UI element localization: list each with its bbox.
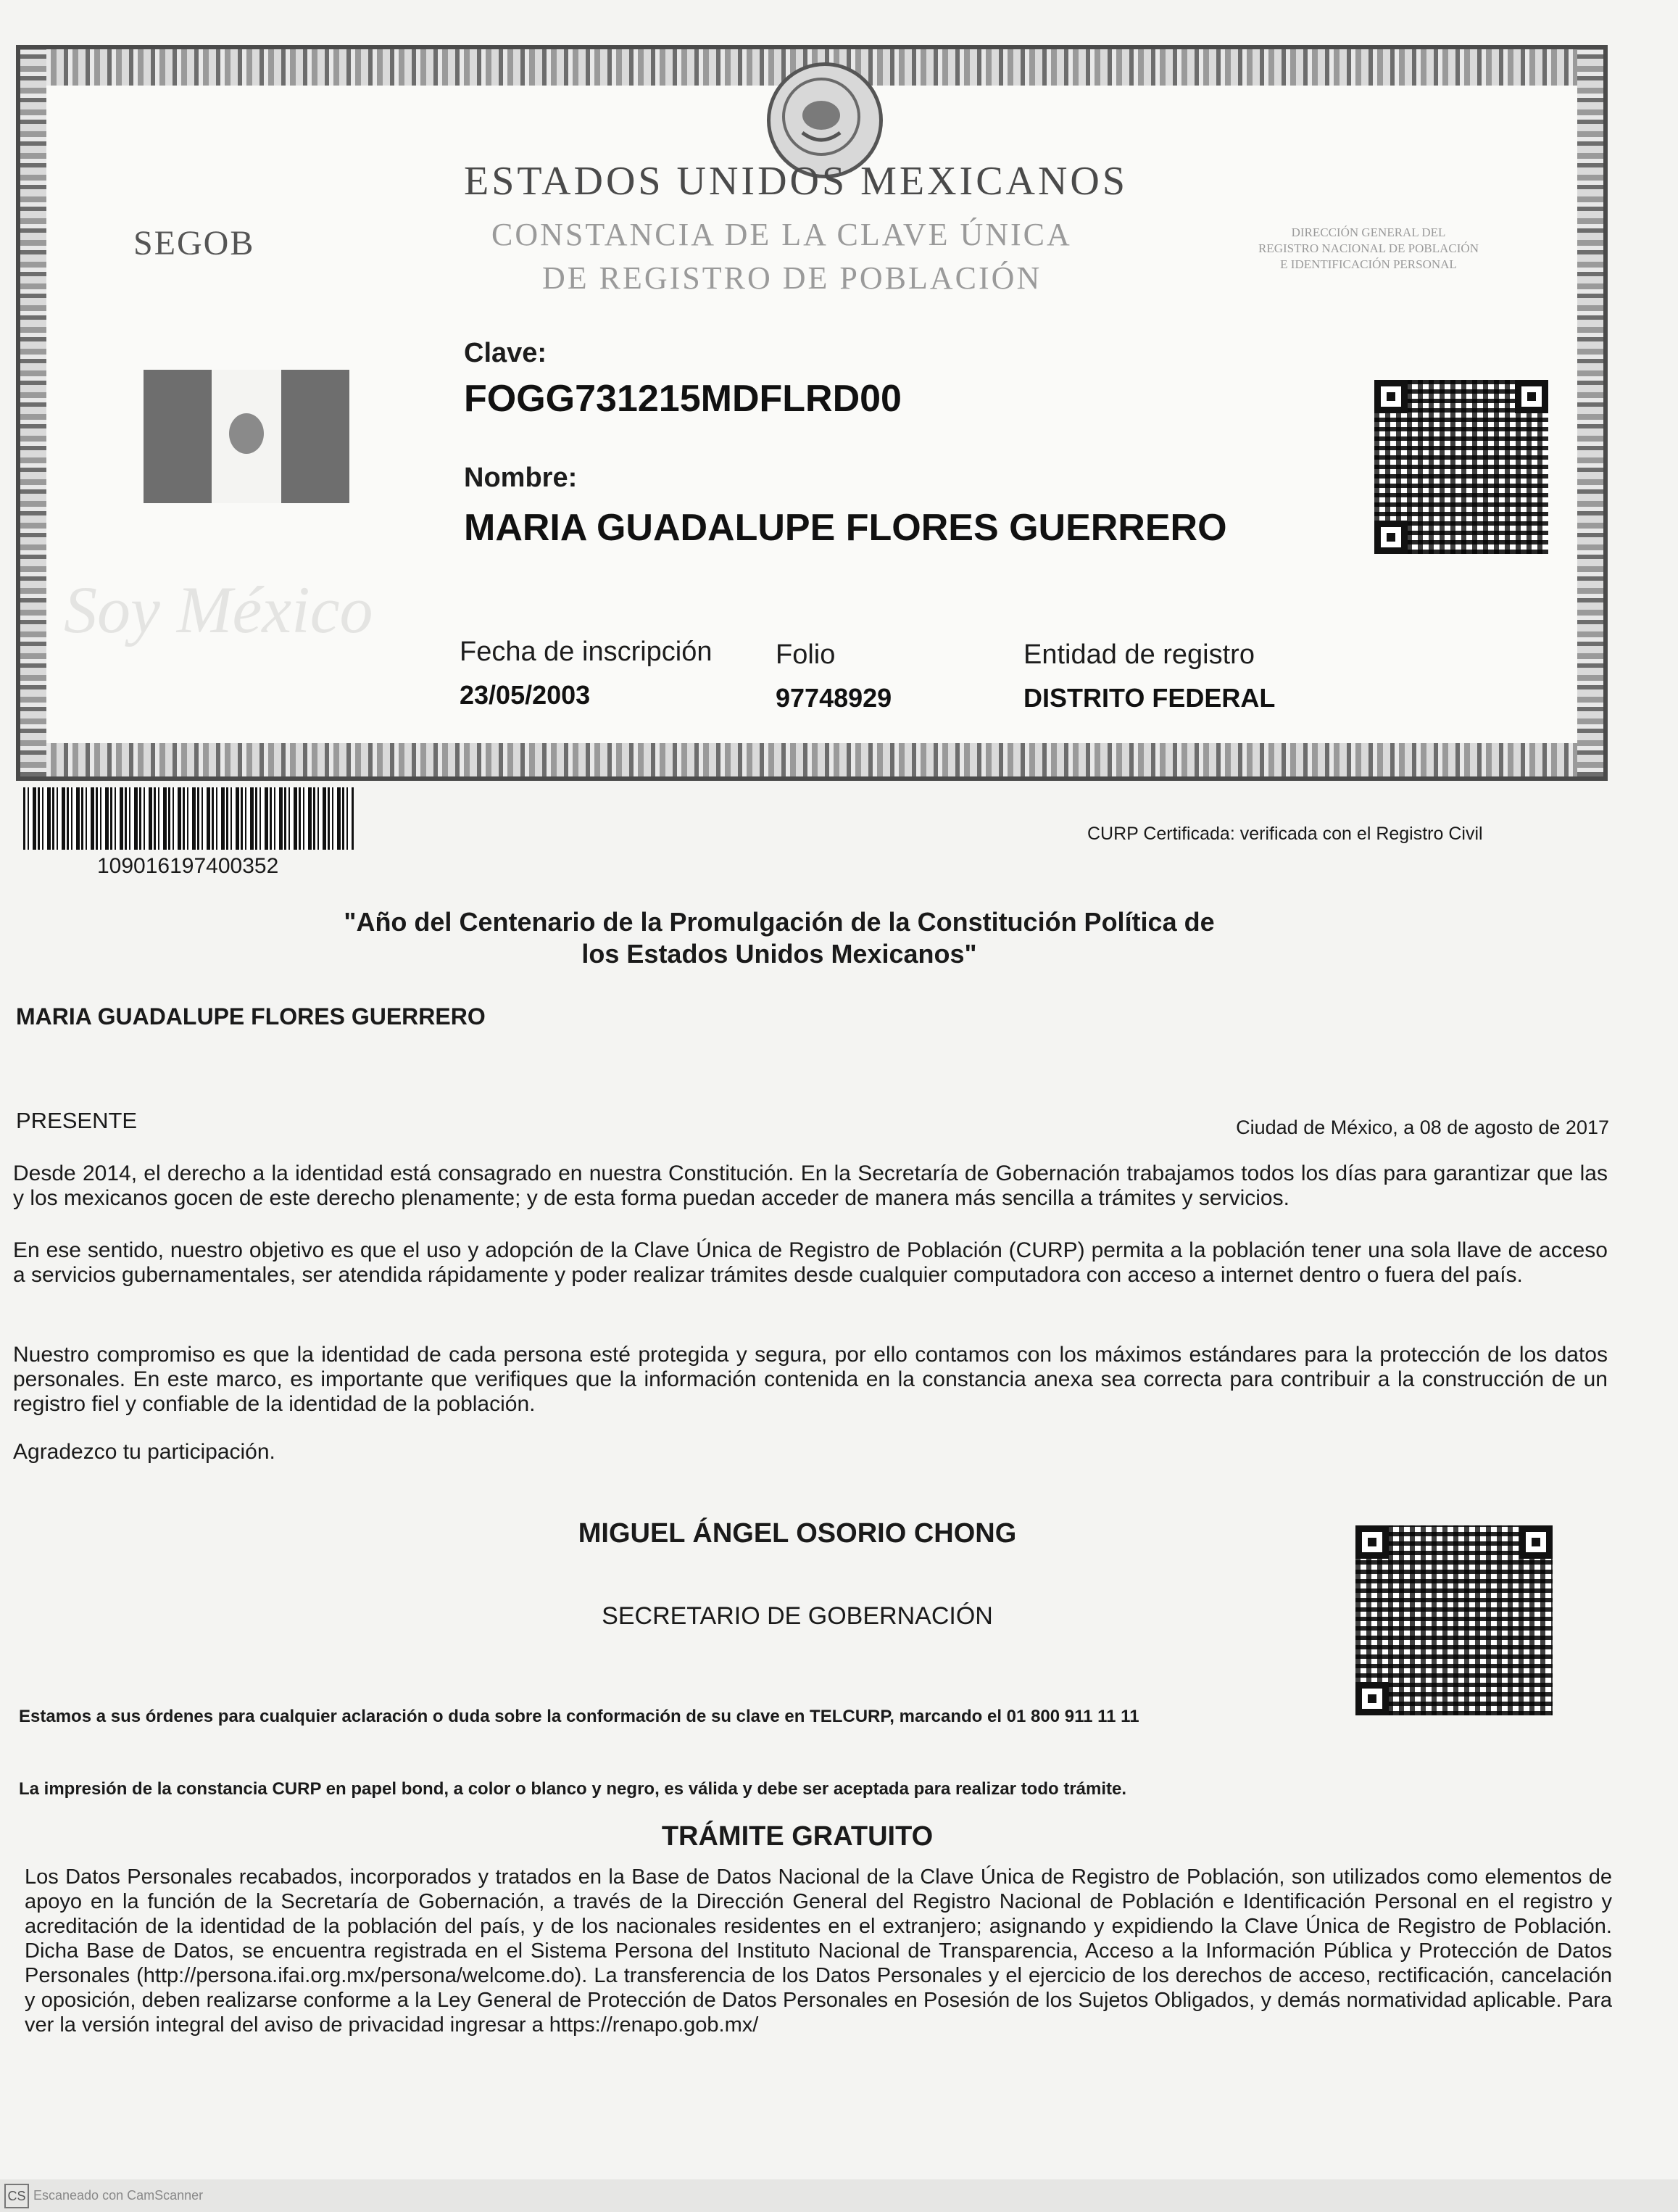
place-date: Ciudad de México, a 08 de agosto de 2017 (1236, 1117, 1609, 1138)
privacy-notice: Los Datos Personales recabados, incorporados y tratados en la Base de Datos Nacional de la Clave Única de Registro de Población, son utilizados como elementos de apoyo en la función de la Secretaría de Gobernación, a través de la Dirección General del Registro Nacional de Población e Identificación Personal en el registro y acreditación de la identidad de la población del país, y de los nacionales residentes en el extranjero; asignando y expidiendo la Clave Única de Registro de Población. Dicha Base de Datos, se encuentra registrada en el Sistema Persona del Instituto Nacional de Transparencia, Acceso a la Información Pública y Protección de Datos Personales (http://persona.ifai.org.mx/persona/welcome.do). La transferencia de los Datos Personales y el ejercicio de los derechos de acceso, rectificación, cancelación y oposición, deben realizarse conforme a la Ley General de Protección de Datos Personales en Posesión de los Sujetos Obligados, y demás normatividad aplicable. Para ver la versión integral del aviso de privacidad ingresar a https://renapo.gob.mx/ (25, 1865, 1612, 2037)
certified-note: CURP Certificada: verificada con el Registro Civil (1087, 824, 1483, 844)
watermark: Soy México (64, 573, 373, 647)
nombre-label: Nombre: (464, 463, 578, 493)
segob-logo: SEGOB (133, 224, 255, 262)
entidad-value: DISTRITO FEDERAL (1023, 683, 1276, 713)
signer-name: MIGUEL ÁNGEL OSORIO CHONG (578, 1518, 1017, 1549)
clave-label: Clave: (464, 338, 547, 368)
recipient-name: MARIA GUADALUPE FLORES GUERRERO (16, 1003, 486, 1030)
office-line3: E IDENTIFICACIÓN PERSONAL (1280, 257, 1457, 271)
letter-qr-code (1355, 1525, 1553, 1715)
mexican-flag (144, 370, 349, 503)
decorative-border-left (20, 49, 46, 776)
scanner-footer-text: Escaneado con CamScanner (33, 2188, 204, 2203)
barcode-number: 109016197400352 (97, 854, 279, 878)
camscanner-icon: CS (4, 2184, 29, 2208)
flag-emblem-icon (229, 413, 264, 454)
clave-value: FOGG731215MDFLRD00 (464, 378, 902, 420)
folio-value: 97748929 (776, 683, 892, 713)
presente-label: PRESENTE (16, 1108, 138, 1133)
paragraph-1: Desde 2014, el derecho a la identidad está consagrado en nuestra Constitución. En la Secretaría de Gobernación trabajamos todos los días para garantizar que las y los mexicanos gocen de este derecho plenamente; y de esta forma puedan acceder de manera más sencilla a trámites y servicios. (13, 1161, 1608, 1210)
barcode (23, 787, 354, 850)
scanner-footer-bar (0, 2179, 1678, 2212)
nombre-value: MARIA GUADALUPE FLORES GUERRERO (464, 507, 1227, 549)
closing: Agradezco tu participación. (13, 1440, 275, 1464)
fecha-label: Fecha de inscripción (460, 637, 713, 667)
office-heading (1195, 225, 1542, 273)
decorative-border-bottom (20, 743, 1603, 776)
telcurp-note: Estamos a sus órdenes para cualquier aclaración o duda sobre la conformación de su clave en TELCURP, marcando el 01 800 911 11 11 (19, 1707, 1139, 1726)
office-line2: REGISTRO NACIONAL DE POBLACIÓN (1258, 241, 1479, 255)
decorative-border-right (1577, 49, 1603, 776)
certificate-qr-code (1374, 380, 1548, 554)
print-note: La impresión de la constancia CURP en papel bond, a color o blanco y negro, es válida y debe ser aceptada para realizar todo trámite. (19, 1779, 1127, 1799)
country-title: ESTADOS UNIDOS MEXICANOS (464, 159, 1129, 204)
folio-label: Folio (776, 639, 836, 670)
paragraph-2: En ese sentido, nuestro objetivo es que el uso y adopción de la Clave Única de Registro de Población (CURP) permita a la población tener una sola llave de acceso a servicios gubernamentales, ser atendida rápidamente y poder realizar trámites desde cualquier computadora con acceso a internet dentro o fuera del país. (13, 1238, 1608, 1287)
free-procedure-title: TRÁMITE GRATUITO (661, 1821, 934, 1852)
motto-line1: "Año del Centenario de la Promulgación de la Constitución Política de (344, 907, 1215, 937)
entidad-label: Entidad de registro (1023, 639, 1255, 670)
curp-certificate (16, 45, 1608, 781)
signer-title: SECRETARIO DE GOBERNACIÓN (602, 1602, 993, 1630)
office-line1: DIRECCIÓN GENERAL DEL (1291, 225, 1446, 239)
fecha-value: 23/05/2003 (460, 680, 591, 710)
document-title-line1: CONSTANCIA DE LA CLAVE ÚNICA (491, 217, 1072, 252)
document-title-line2: DE REGISTRO DE POBLACIÓN (542, 260, 1042, 296)
motto-line2: los Estados Unidos Mexicanos" (581, 939, 977, 969)
motto (254, 906, 1305, 970)
paragraph-3: Nuestro compromiso es que la identidad de cada persona esté protegida y segura, por ello contamos con los máximos estándares para la protección de los datos personales. En este marco, es importante que verifiques que la información contenida en la constancia anexa sea correcta para contribuir a la construcción de un registro fiel y confiable de la identidad de la población. (13, 1343, 1608, 1416)
